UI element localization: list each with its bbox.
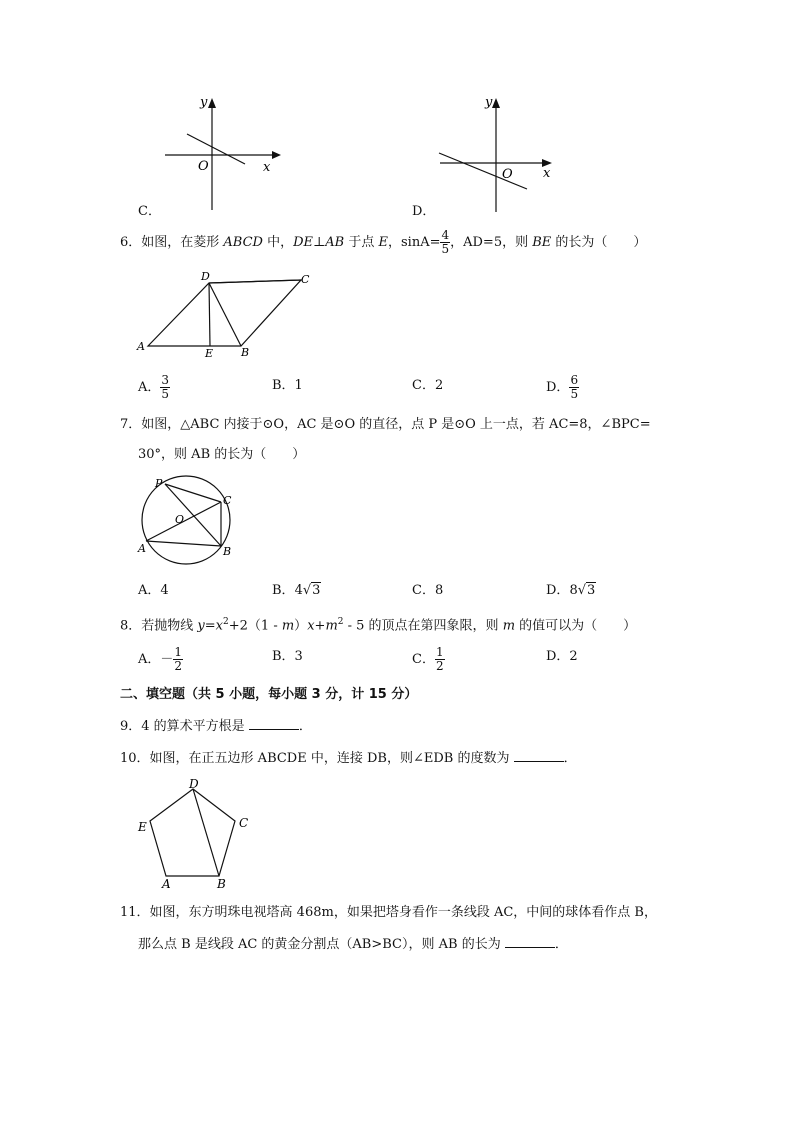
q7-label-a: A	[138, 542, 146, 555]
q9-answer-blank[interactable]	[249, 717, 299, 730]
q6-label-d: D	[201, 270, 210, 283]
q5-option-c: C．	[138, 204, 161, 219]
q6-option-a: A． $\frac{3}{5}$	[138, 373, 170, 401]
q5d-origin-label: O	[502, 167, 513, 182]
q6-label-c: C	[301, 273, 310, 286]
q8-option-c: C． $\frac{1}{2}$	[412, 645, 444, 673]
q6-label-a: A	[137, 340, 145, 353]
q9-stem: 9．4 的算术平方根是 ．	[120, 719, 312, 734]
q5d-y-label: y	[485, 95, 493, 110]
q5-graph-c	[150, 92, 290, 217]
q5-option-d: D．	[412, 204, 436, 219]
q5-graph-d	[425, 92, 565, 217]
q8-option-b: B．3	[272, 649, 303, 664]
q7-option-d: D．8√3	[546, 583, 596, 598]
q10-stem: 10．如图，在正五边形 ABCDE 中，连接 DB，则∠EDB 的度数为 ．	[120, 751, 577, 766]
q10-pentagon-figure	[135, 778, 255, 890]
q10-label-e: E	[138, 820, 147, 834]
q10-label-a: A	[162, 877, 171, 890]
q7-label-b: B	[223, 545, 232, 558]
q7-option-a: A．4	[138, 583, 169, 598]
q5c-x-label: x	[263, 160, 271, 175]
q10-label-c: C	[239, 816, 249, 830]
q5d-x-label: x	[543, 166, 551, 181]
q11-answer-blank[interactable]	[505, 935, 555, 948]
q7-option-b: B．4√3	[272, 583, 321, 598]
q7-label-c: C	[223, 494, 232, 507]
q7-label-o: O	[175, 513, 185, 526]
q7-stem-line2: 30°，则 AB 的长为（ ）	[138, 447, 306, 462]
q5c-y-label: y	[200, 95, 208, 110]
q6-sin-fraction: $\frac{4}{5}$	[441, 228, 450, 256]
q6-option-d: D． $\frac{6}{5}$	[546, 373, 579, 401]
q10-label-b: B	[217, 877, 226, 890]
q7-option-c: C．8	[412, 583, 444, 598]
q7-stem-line1: 7．如图，△ABC 内接于⊙O，AC 是⊙O 的直径，点 P 是⊙O 上一点，若 AC=8，∠BPC=	[120, 417, 651, 432]
q6-label-e: E	[205, 347, 214, 360]
q8-option-d: D．2	[546, 649, 578, 664]
q7-label-p: P	[155, 477, 163, 490]
q6-stem: 6．如图，在菱形 ABCD 中，DE⊥AB 于点 E，sinA= $\frac{4}{5}$ ，AD=5，则 BE 的长为（ ）	[120, 228, 647, 256]
q7-circle-figure	[135, 475, 245, 567]
q11-stem-line2: 那么点 B 是线段 AC 的黄金分割点（AB>BC），则 AB 的长为 ．	[138, 937, 568, 952]
q6-rhombus-figure	[135, 268, 325, 360]
q8-stem: 8．若抛物线 $y=x^2+2(1 - m)x+m^2 - 5$ 的顶点在第四象限，则 m 的值可以为（ ）	[120, 617, 637, 634]
q11-stem-line1: 11．如图，东方明珠电视塔高 468m，如果把塔身看作一条线段 AC，中间的球体看作点 B，	[120, 905, 657, 920]
q8-option-a: A．－ $\frac{1}{2}$	[138, 645, 183, 673]
q6-option-c: C．2	[412, 378, 444, 393]
q5c-origin-label: O	[198, 159, 209, 174]
q10-label-d: D	[189, 778, 199, 791]
section-2-heading: 二、填空题（共 5 小题，每小题 3 分，计 15 分）	[120, 687, 418, 702]
q6-label-b: B	[241, 346, 250, 359]
q10-answer-blank[interactable]	[514, 749, 564, 762]
q6-option-b: B．1	[272, 378, 303, 393]
